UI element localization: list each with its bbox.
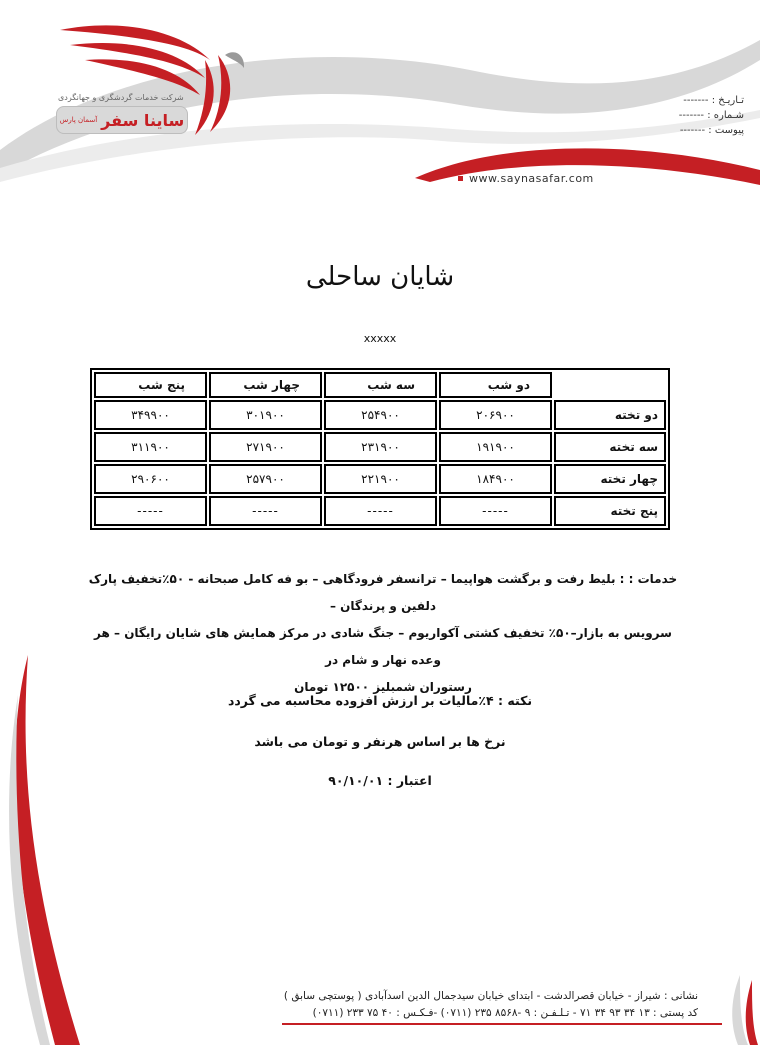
rates-note: نرخ ها بر اساس هرنفر و تومان می باشد xyxy=(254,734,506,749)
table-row xyxy=(94,400,666,430)
date-field xyxy=(654,94,744,108)
tax-note: نکته : ۴٪مالیات بر ارزش افزوده محاسبه می گردد xyxy=(227,693,533,708)
services-paragraph xyxy=(88,566,678,701)
price-cell: ۳۴۹۹۰۰ xyxy=(94,400,207,430)
price-cell: ۲۳۱۹۰۰ xyxy=(324,432,437,462)
price-table xyxy=(90,368,670,530)
number-field xyxy=(654,109,744,123)
page-title: شایان ساحلی xyxy=(305,262,455,292)
price-cell: ۲۵۷۹۰۰ xyxy=(209,464,322,494)
company-subtitle: آسمان پارس xyxy=(59,116,98,124)
services-line: سرویس به بازار–۵۰٪ تخفیف کشتی آکواریوم – جنگ شادی در مرکز همایش های شایان رایگان – هر وعده نهار و شام در xyxy=(94,626,672,667)
website-link[interactable]: www.saynasafar.com xyxy=(469,172,594,185)
table-row xyxy=(94,464,666,494)
column-header: پنج شب xyxy=(94,372,207,398)
column-header: دو شب xyxy=(439,372,552,398)
company-name: ساینا سفر xyxy=(101,110,185,130)
services-line: رستوران شمبلیز ۱۲۵۰۰ تومان xyxy=(294,680,472,694)
validity-note: اعتبار : ۹۰/۱۰/۰۱ xyxy=(328,773,432,788)
row-header: چهار تخته xyxy=(554,464,666,494)
footer-contact: کد پستی : ۱۳ ۳۴ ۹۳ ۳۴ ۷۱ - تـلـفـن : ۹ -۸۵۶۸ ۲۳۵ (۰۷۱۱) -فـکـس : ۴۰ ۷۵ ۲۳۳ (۰۷۱۱) xyxy=(312,1007,698,1019)
attachment-value: ------- xyxy=(679,125,706,136)
price-cell: ۲۲۱۹۰۰ xyxy=(324,464,437,494)
price-cell: ----- xyxy=(439,496,552,526)
right-corner-art xyxy=(700,975,760,1045)
row-header: دو تخته xyxy=(554,400,666,430)
footer-divider xyxy=(282,1023,722,1025)
price-cell: ۳۱۱۹۰۰ xyxy=(94,432,207,462)
column-header: چهار شب xyxy=(209,372,322,398)
price-cell: ----- xyxy=(324,496,437,526)
number-value: ------- xyxy=(678,110,705,121)
column-header: سه شب xyxy=(324,372,437,398)
price-cell: ۱۹۱۹۰۰ xyxy=(439,432,552,462)
footer-address: نشانی : شیراز - خیابان قصرالدشت - ابتدای خیابان سیدجمال الدین اسدآبادی ( پوستچی سابق ) xyxy=(283,990,698,1002)
red-square-icon xyxy=(458,176,463,181)
page-subtitle: xxxxx xyxy=(363,332,397,345)
price-cell: ۲۷۱۹۰۰ xyxy=(209,432,322,462)
company-tagline: شرکت خدمات گردشگری و جهانگردی xyxy=(58,93,184,102)
row-header: سه تخته xyxy=(554,432,666,462)
price-cell: ----- xyxy=(94,496,207,526)
price-cell: ۲۹۰۶۰۰ xyxy=(94,464,207,494)
attachment-label: پیوست : xyxy=(708,125,744,136)
date-value: ------- xyxy=(683,95,709,106)
company-logo xyxy=(56,106,188,134)
left-swoosh-art xyxy=(0,655,80,1045)
table-header-row xyxy=(94,372,666,398)
table-row xyxy=(94,496,666,526)
attachment-field xyxy=(654,124,744,138)
price-cell: ۲۵۴۹۰۰ xyxy=(324,400,437,430)
table-row xyxy=(94,432,666,462)
website-line xyxy=(458,172,594,185)
price-cell: ۲۰۶۹۰۰ xyxy=(439,400,552,430)
price-cell: ۱۸۴۹۰۰ xyxy=(439,464,552,494)
price-cell: ۳۰۱۹۰۰ xyxy=(209,400,322,430)
date-label: تـاریـخ : xyxy=(711,95,744,106)
number-label: شـماره : xyxy=(707,110,744,121)
services-line: خدمات : : بلیط رفت و برگشت هواپیما – ترانسفر فرودگاهی – بو فه کامل صبحانه - ۵۰٪تخفیف پارک دلفین و پرندگان – xyxy=(88,572,678,613)
row-header: پنج تخته xyxy=(554,496,666,526)
price-cell: ----- xyxy=(209,496,322,526)
table-corner xyxy=(554,372,666,398)
